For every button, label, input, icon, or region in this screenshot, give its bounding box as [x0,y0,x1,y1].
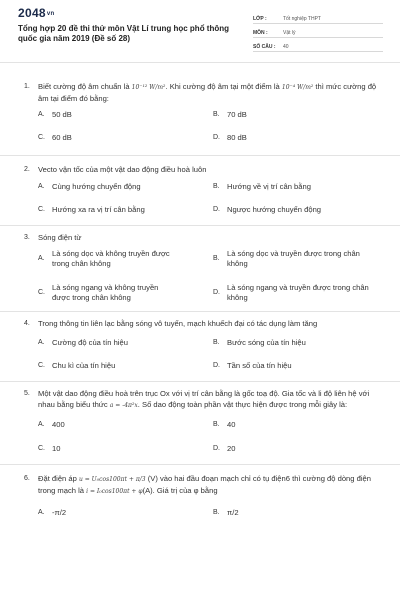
option-c[interactable]: C. Chu kì của tín hiệu [38,361,116,370]
question-number: 4. [24,320,30,327]
option-b[interactable]: B. Là sóng dọc và truyền được trong chân không [213,249,360,268]
question-6 [0,465,400,518]
option-c[interactable]: C. 60 dB [38,133,72,142]
option-c[interactable]: C. Là sóng ngang và không truyền được trong chân không [38,283,159,302]
question-number: 5. [24,390,30,397]
option-d[interactable]: D. 80 dB [213,133,247,142]
question-number: 1. [24,83,30,90]
option-a[interactable]: A. 50 dB [38,110,72,119]
question-text: Một vật dao động điều hoà trên trục Ox với vị trí cân bằng là gốc toạ độ. Gia tốc và li độ liên hệ với nhau bằng biểu thức a = -4π²x. Số dao động toàn phần vật thực hiện được trong mỗi giây là: [38,389,370,409]
question-text: Vecto vận tốc của một vật dao động điều hoà luôn [38,165,207,174]
option-c[interactable]: C. 10 [38,444,61,453]
question-text: Sóng điện từ [38,233,82,242]
document-meta [253,12,383,54]
document-header [0,0,400,62]
question-4 [0,312,400,371]
question-2 [0,156,400,215]
option-d[interactable]: D. Ngược hướng chuyển động [213,205,322,214]
meta-subject: MÔN : Vật lý [253,26,383,38]
option-a[interactable]: A. Cường độ của tín hiệu [38,338,128,347]
meta-question-count: SỐ CÂU : 40 [253,40,383,52]
question-text: Trong thông tin liên lạc bằng sóng vô tuyến, mạch khuếch đại có tác dụng làm tăng [38,319,318,328]
document-title: Tổng hợp 20 đề thi thử môn Vật Lí trung học phổ thông quốc gia năm 2019 (Đề số 28) [18,24,230,43]
option-c[interactable]: C. Hướng xa ra vị trí cân bằng [38,205,145,214]
option-b[interactable]: B. 40 [213,420,236,429]
question-3 [0,226,400,303]
option-d[interactable]: D. Là sóng ngang và truyền được trong chân không [213,283,369,302]
option-b[interactable]: B. π/2 [213,508,239,517]
option-a[interactable]: A. 400 [38,420,65,429]
brand-logo[interactable]: 2048vn [18,6,55,20]
option-a[interactable]: A. -π/2 [38,508,67,517]
option-b[interactable]: B. 70 dB [213,110,247,119]
question-text: Biết cường độ âm chuẩn là 10⁻¹² W/m². Khi cường độ âm tại một điểm là 10⁻⁴ W/m² thì mức cường độ âm tại điểm đó bằng: [38,82,377,103]
question-5 [0,382,400,454]
option-a[interactable]: A. Là sóng dọc và không truyền được trong chân không [38,249,170,268]
question-list [0,63,400,518]
meta-class: LỚP : Tốt nghiệp THPT [253,12,383,24]
option-a[interactable]: A. Cùng hướng chuyển động [38,182,141,191]
question-1 [0,63,400,143]
option-d[interactable]: D. 20 [213,444,236,453]
option-b[interactable]: B. Bước sóng của tín hiệu [213,338,306,347]
question-number: 2. [24,166,30,173]
question-text: Đặt điện áp u = U₀cos100πt + π/3 (V) vào hai đầu đoạn mạch chỉ có tụ điện6 thì cường độ dòng điện trong mạch là i = I₀cos100πt + φ(A). Giá trị của φ bằng [38,474,371,495]
question-number: 6. [24,475,30,482]
question-number: 3. [24,234,30,241]
option-d[interactable]: D. Tần số của tín hiệu [213,361,292,370]
option-b[interactable]: B. Hướng về vị trí cân bằng [213,182,311,191]
